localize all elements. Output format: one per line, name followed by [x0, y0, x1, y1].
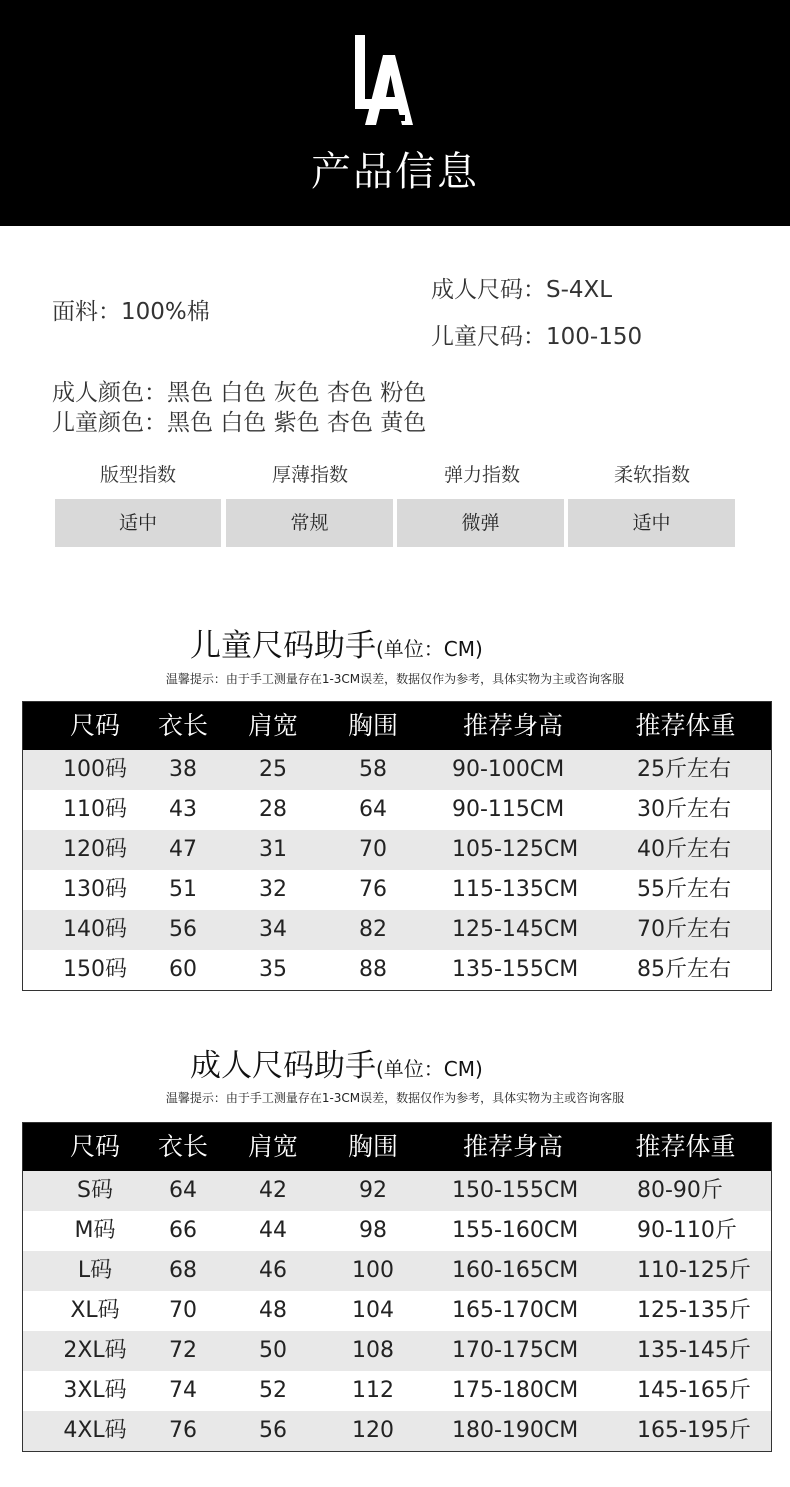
kids-chart-title-text: 儿童尺码助手: [190, 628, 376, 664]
table-cell: 64: [169, 1178, 197, 1203]
table-cell: 80-90斤: [637, 1178, 723, 1203]
index-value-softness: 适中: [568, 499, 735, 547]
table-row: [23, 1171, 771, 1211]
table-cell: 52: [259, 1378, 287, 1403]
header-banner: [0, 0, 790, 226]
table-cell: 90-110斤: [637, 1218, 737, 1243]
table-cell: S码: [77, 1178, 113, 1203]
table-cell: 70: [359, 837, 387, 862]
table-cell: 51: [169, 877, 197, 902]
table-cell: 68: [169, 1258, 197, 1283]
index-value-elasticity: 微弹: [397, 499, 564, 547]
table-cell: 3XL码: [63, 1378, 127, 1403]
header-cell-chest: 胸围: [347, 1132, 398, 1161]
adult-chart-unit: (单位：CM): [376, 1057, 483, 1081]
header-cell-size: 尺码: [69, 711, 120, 740]
table-cell: 100: [352, 1258, 394, 1283]
table-cell: 108: [352, 1338, 394, 1363]
table-cell: 110码: [63, 797, 127, 822]
table-row: [23, 1251, 771, 1291]
index-label-thickness: 厚薄指数: [271, 464, 348, 486]
table-cell: 72: [169, 1338, 197, 1363]
table-cell: 70斤左右: [637, 917, 731, 942]
header-cell-chest: 胸围: [347, 711, 398, 740]
table-cell: 165-170CM: [452, 1298, 579, 1323]
table-cell: 25: [259, 757, 287, 782]
table-cell: 4XL码: [63, 1418, 127, 1443]
table-cell: 104: [352, 1298, 394, 1323]
index-label-softness: 柔软指数: [613, 464, 690, 486]
header-cell-length: 衣长: [157, 1132, 208, 1161]
table-cell: 38: [169, 757, 197, 782]
table-cell: 34: [259, 917, 287, 942]
index-label-fit: 版型指数: [99, 464, 176, 486]
table-cell: 130码: [63, 877, 127, 902]
table-cell: 100码: [63, 757, 127, 782]
table-cell: 98: [359, 1218, 387, 1243]
adult-chart-title-text: 成人尺码助手: [190, 1048, 376, 1084]
table-cell: 82: [359, 917, 387, 942]
kids-chart-unit: (单位：CM): [376, 637, 483, 661]
table-cell: 112: [352, 1378, 394, 1403]
adult-chart-title: [190, 1040, 483, 1085]
table-cell: 32: [259, 877, 287, 902]
table-cell: 135-145斤: [637, 1338, 751, 1363]
table-cell: L码: [77, 1258, 113, 1283]
index-value-thickness: 常规: [226, 499, 393, 547]
kids-chart-tip: 温馨提示：由于手工测量存在1-3CM误差，数据仅作为参考，具体实物为主或咨询客服: [165, 672, 625, 686]
header-cell-weight: 推荐体重: [635, 1132, 736, 1161]
table-row: [23, 1411, 771, 1451]
index-label-elasticity: 弹力指数: [443, 464, 520, 486]
table-cell: 90-100CM: [452, 757, 565, 782]
table-cell: 40斤左右: [637, 837, 731, 862]
table-row: [23, 1331, 771, 1371]
table-cell: XL码: [70, 1298, 120, 1323]
table-header-row: [23, 702, 771, 750]
table-cell: 46: [259, 1258, 287, 1283]
table-row: [23, 1371, 771, 1411]
table-cell: 85斤左右: [637, 957, 731, 982]
table-cell: 140码: [63, 917, 127, 942]
table-cell: 50: [259, 1338, 287, 1363]
table-row: [23, 870, 771, 910]
table-cell: 88: [359, 957, 387, 982]
table-cell: 145-165斤: [637, 1378, 751, 1403]
table-cell: 25斤左右: [637, 757, 731, 782]
table-cell: 43: [169, 797, 197, 822]
table-cell: 70: [169, 1298, 197, 1323]
kids-size-info: 儿童尺码：100-150: [431, 324, 643, 350]
table-row: [23, 950, 771, 990]
table-cell: 42: [259, 1178, 287, 1203]
table-cell: 56: [169, 917, 197, 942]
table-cell: 48: [259, 1298, 287, 1323]
table-cell: 30斤左右: [637, 797, 731, 822]
table-cell: 56: [259, 1418, 287, 1443]
table-cell: 120码: [63, 837, 127, 862]
index-value-fit: 适中: [55, 499, 221, 547]
adult-chart-tip: 温馨提示：由于手工测量存在1-3CM误差，数据仅作为参考，具体实物为主或咨询客服: [165, 1091, 625, 1105]
table-cell: 170-175CM: [452, 1338, 579, 1363]
table-cell: 125-135斤: [637, 1298, 751, 1323]
table-row: [23, 830, 771, 870]
table-cell: 47: [169, 837, 197, 862]
table-cell: 155-160CM: [452, 1218, 579, 1243]
adult-colors-info: 成人颜色：黑色 白色 灰色 杏色 粉色: [52, 380, 427, 406]
header-cell-length: 衣长: [157, 711, 208, 740]
header-cell-weight: 推荐体重: [635, 711, 736, 740]
table-cell: 165-195斤: [637, 1418, 751, 1443]
la-logo-icon: [349, 33, 417, 129]
table-cell: 31: [259, 837, 287, 862]
table-cell: 110-125斤: [637, 1258, 751, 1283]
table-cell: 44: [259, 1218, 287, 1243]
table-row: [23, 910, 771, 950]
table-cell: 74: [169, 1378, 197, 1403]
table-cell: 90-115CM: [452, 797, 565, 822]
table-cell: 76: [169, 1418, 197, 1443]
table-row: [23, 790, 771, 830]
adult-size-info: 成人尺码：S-4XL: [431, 277, 613, 303]
table-cell: 180-190CM: [452, 1418, 579, 1443]
table-cell: M码: [74, 1218, 116, 1243]
header-cell-height: 推荐身高: [462, 711, 563, 740]
header-cell-shoulder: 肩宽: [247, 1132, 298, 1161]
kids-size-table: [22, 701, 772, 991]
table-cell: 125-145CM: [452, 917, 579, 942]
table-cell: 135-155CM: [452, 957, 579, 982]
header-cell-size: 尺码: [69, 1132, 120, 1161]
table-cell: 28: [259, 797, 287, 822]
table-cell: 150-155CM: [452, 1178, 579, 1203]
table-cell: 76: [359, 877, 387, 902]
table-cell: 115-135CM: [452, 877, 579, 902]
table-cell: 35: [259, 957, 287, 982]
table-cell: 58: [359, 757, 387, 782]
table-row: [23, 1291, 771, 1331]
table-row: [23, 1211, 771, 1251]
table-cell: 60: [169, 957, 197, 982]
table-cell: 160-165CM: [452, 1258, 579, 1283]
table-cell: 92: [359, 1178, 387, 1203]
kids-colors-info: 儿童颜色：黑色 白色 紫色 杏色 黄色: [52, 410, 427, 436]
table-row: [23, 750, 771, 790]
table-cell: 66: [169, 1218, 197, 1243]
table-header-row: [23, 1123, 771, 1171]
table-cell: 175-180CM: [452, 1378, 579, 1403]
fabric-info: 面料：100%棉: [52, 299, 210, 325]
kids-chart-title: [190, 620, 483, 665]
adult-size-table: [22, 1122, 772, 1452]
page-title: 产品信息: [311, 149, 479, 195]
table-cell: 105-125CM: [452, 837, 579, 862]
header-cell-height: 推荐身高: [462, 1132, 563, 1161]
table-cell: 2XL码: [63, 1338, 127, 1363]
header-cell-shoulder: 肩宽: [247, 711, 298, 740]
table-cell: 64: [359, 797, 387, 822]
table-cell: 55斤左右: [637, 877, 731, 902]
table-cell: 120: [352, 1418, 394, 1443]
table-cell: 150码: [63, 957, 127, 982]
